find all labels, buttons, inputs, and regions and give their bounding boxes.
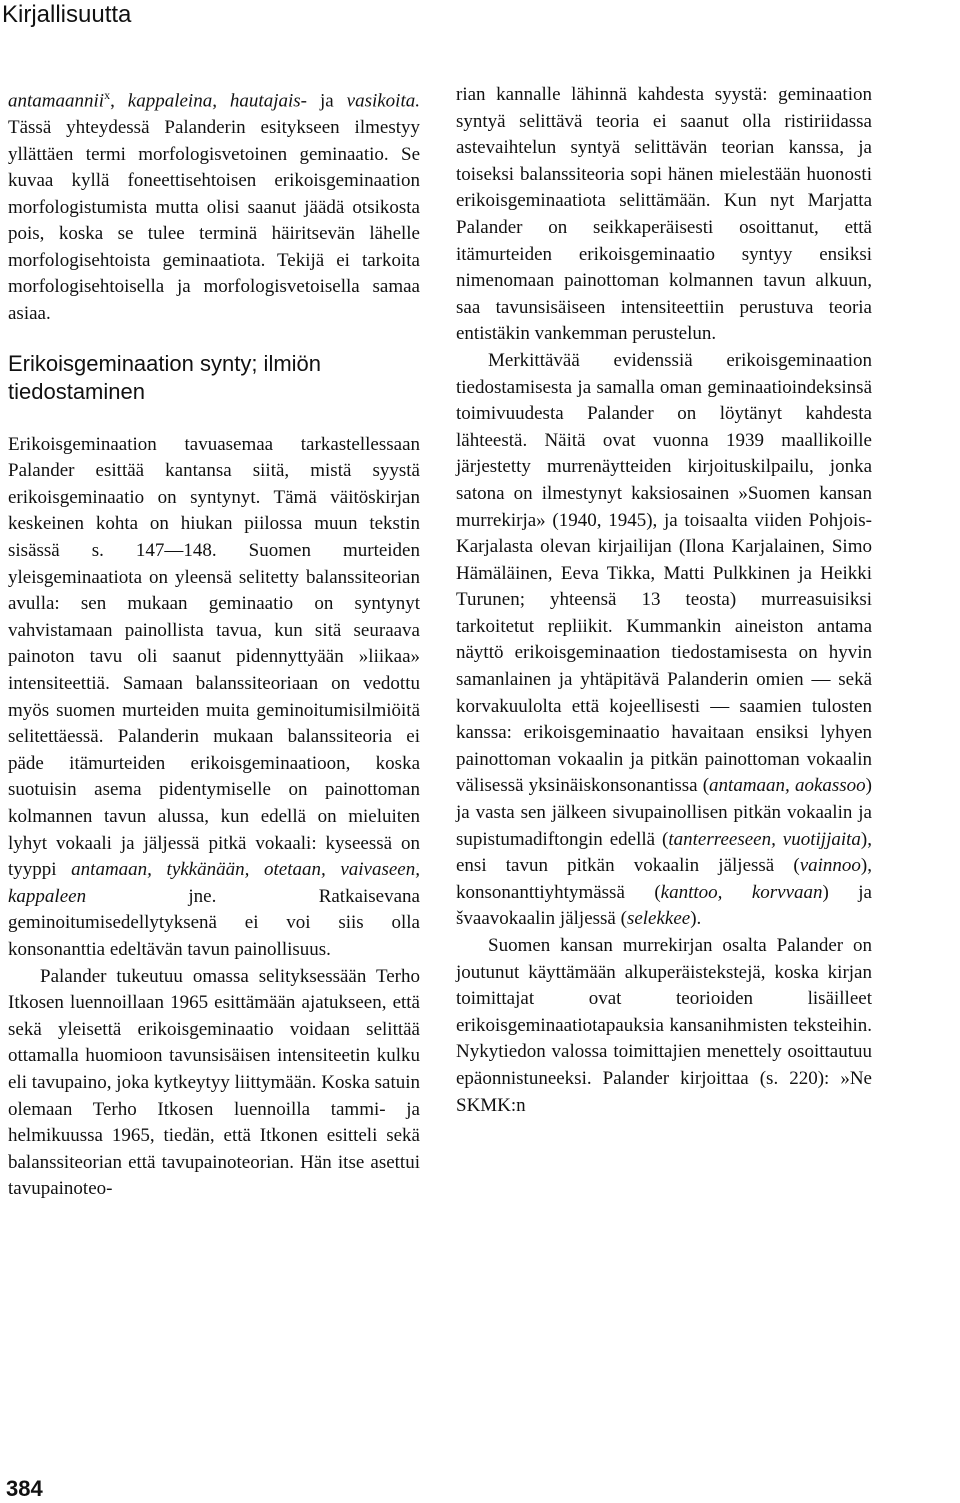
paragraph: antamaannii$^x$, kappaleina, hautajais- ja vasikoita. Tässä yhteydessä Palanderin esitykseen ilmestyy yllättäen termi morfologisvetoinen geminaatio. Se kuvaa kyllä foneettisehtoisen erikoisgeminaation morfologistumista mutta olisi saanut jäädä otsikosta pois, koska se tulee terminä häiritsevän lähelle morfologisehtoista geminaatiota. Tekijä ei tarkoita morfologisehtoisella ja morfologisvetoisella samaa asiaa.	[8, 88, 420, 325]
paragraph: Suomen kansan murrekirjan osalta Palander on joutunut käyttämään alkuperäistekstejä, koska kirjan toimittajat ovat teorioiden lisäilleet erikoisgeminaatiotapauksia kansanihmisten teksteihin. Nykytiedon valossa toimittajien menettely osoittautuu epäonnistuneeksi. Palander kirjoittaa (s. 220): »Ne SKMK:n	[456, 935, 872, 1116]
page-number: 384	[6, 1476, 43, 1501]
paragraph: Merkittävää evidenssiä erikoisgeminaation tiedostamisesta ja samalla oman geminaatioindeksinsä toimivuudesta Palander on löytänyt kahdesta lähteestä. Näitä ovat vuonna 1939 maallikoille järjestetty murrenäytteiden kirjoituskilpailu, jonka satona on ilmestynyt kaksiosainen »Suomen kansan murrekirja» (1940, 1945), ja toisaalta viiden Pohjois-Karjalasta olevan kirjailijan (Ilona Karjalainen, Simo Hämäläinen, Eeva Tikka, Matti Pulkkinen ja Heikki Turunen; yhteensä 13 teosta) murreasuisiksi tarkoitetut repliikit. Kummankin aineiston antama näyttö erikoisgeminaation tiedostamisesta on hyvin samanlainen ja yhtäpitävä Palanderin omien — sekä korvakuulolta että kojeellisesti — saamien tulosten kanssa: erikoisgeminaatio havaitaan ensiksi lyhyen painottoman vokaalin ja pitkän painottoman vokaalin välisessä yksinäiskonsonantissa (antamaan, aokassoo) ja vasta sen jälkeen sivupainollisen pitkän vokaalin ja supistumadiftongin edellä (tanterreeseen, vuotijjaita), ensi tavun pitkän vokaalin jäljessä (vainnoo), konsonanttiyhtymässä (kanttoo, korvvaan) ja švaavokaalin jäljessä (selekkee).	[456, 349, 872, 930]
paragraph: rian kannalle lähinnä kahdesta syystä: geminaation syntyä selittävä teoria ei saanut olla ristiriidassa astevaihtelun syntyä selittävän teorian kanssa, ja toiseksi balanssiteoria sopi hänen mielestään huonosti erikoisgeminaatiota selittämään. Kun nyt Marjatta Palander on seikkaperäisesti osoittanut, että itämurteiden erikoisgeminaatio syntyy ensiksi nimenomaan painottoman kolmannen tavun alkuun, saa tavunsisäiseen intensiteettiin perustuva teoria entistäkin vankemman perustelun.	[456, 84, 872, 345]
right-column	[456, 82, 872, 1119]
paragraph: Erikoisgeminaation tavuasemaa tarkastellessaan Palander esittää kantansa siitä, mistä syystä erikoisgeminaatio on syntynyt. Tämä väitöskirjan keskeinen kohta on hiukan piilossa muun tekstin sisässä s. 147—148. Suomen murteiden yleisgeminaatiota on yleensä selitetty balanssiteorian avulla: sen mukaan geminaatio on syntynyt vahvistamaan painollista tavua, kun sitä seuraava painoton tavu oli saanut pidennyttyään »liikaa» intensiteettiä. Samaan balanssiteoriaan on vedottu myös suomen murteiden muita geminoitumisilmiöitä selitettäessä. Palanderin mukaan balanssiteoria ei päde itämurteiden erikoisgeminaatioon, koska suotuisin asema pidentymiselle on painottoman kolmannen tavun alussa, kun edellä on mieluiten lyhyt vokaali ja jäljessä pitkä vokaali: kyseessä on tyyppi antamaan, tykkänään, otetaan, vaivaseen, kappaleen jne. Ratkaisevana geminoitumisedellytyksenä ei voi siis olla konsonanttia edeltävän tavun painollisuus.	[8, 433, 420, 960]
section-heading: Erikoisgeminaation synty; ilmiön tiedostaminen	[8, 350, 322, 404]
running-title: Kirjallisuutta	[2, 1, 132, 28]
paragraph: Palander tukeutuu omassa selityksessään Terho Itkosen luennoillaan 1965 esittämään ajatukseen, että sekä yleisettä erikoisgeminaatio voidaan selittää ottamalla huomioon tavunsisäisen intensiteetin kulku eli tavupaino, joka kytkeytyy liittymään. Koska satuin olemaan Terho Itkosen luennoilla tammi- ja helmikuussa 1965, tiedän, että Itkonen esitteli sekä balanssiteorian että tavupainoteorian. Hän itse asettui tavupainoteo-	[8, 965, 420, 1200]
left-column	[8, 82, 420, 1203]
